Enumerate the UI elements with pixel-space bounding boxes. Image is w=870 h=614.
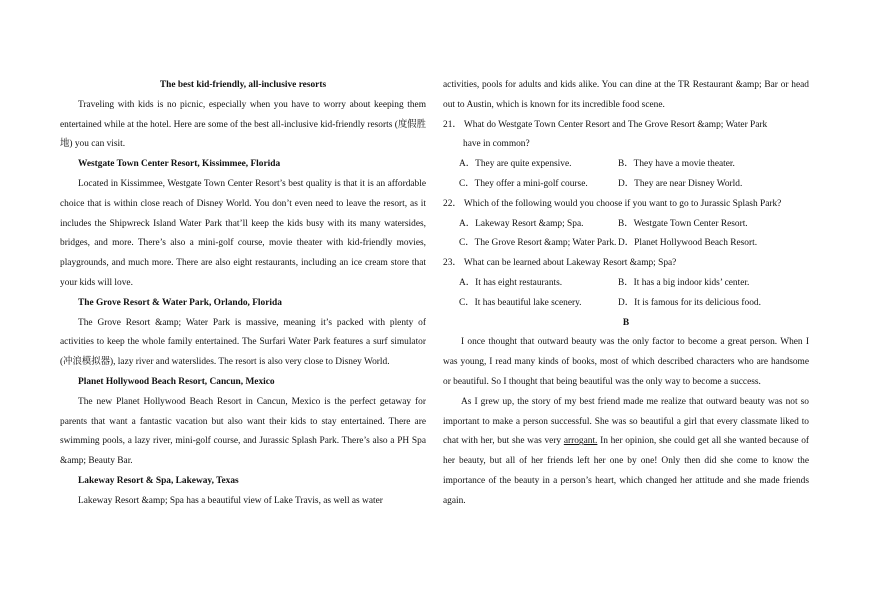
options-row <box>443 274 809 294</box>
section-body-planet-hollywood: The new Planet Hollywood Beach Resort in Cancun, Mexico is the perfect getaway for parents that want a fantastic vacation but also want their kids to stay entertained. There are swimming pools, a lazy river, mini-golf course, and Jurassic Splash Park. There’s also a PH Spa &amp; Beauty Bar. <box>60 396 426 467</box>
option-b: B．They have a movie theater. <box>618 159 735 170</box>
question-22 <box>443 195 809 254</box>
section-heading-grove: The Grove Resort & Water Park, Orlando, Florida <box>78 297 282 308</box>
section-b-label: B <box>622 317 630 328</box>
option-b: B．It has a big indoor kids’ center. <box>618 277 750 288</box>
option-b: B．Westgate Town Center Resort. <box>618 218 748 229</box>
option-c: C．The Grove Resort &amp; Water Park. <box>459 238 617 249</box>
intro-paragraph: Traveling with kids is no picnic, especially when you have to worry about keeping them entertained while at the hotel. Here are some of the best all-inclusive kid-friendly resorts (度假胜地) you can visit. <box>60 99 426 150</box>
options-row <box>443 175 809 195</box>
option-d: D．It is famous for its delicious food. <box>618 297 761 308</box>
options-row <box>443 294 809 314</box>
section-heading-lakeway: Lakeway Resort & Spa, Lakeway, Texas <box>78 475 239 486</box>
passage-b-paragraph-2 <box>443 393 809 512</box>
question-21 <box>443 116 809 195</box>
section-body-lakeway: Lakeway Resort &amp; Spa has a beautiful view of Lake Travis, as well as water <box>78 495 383 506</box>
option-d: D．Planet Hollywood Beach Resort. <box>618 238 758 249</box>
question-23 <box>443 254 809 313</box>
options-row <box>443 215 809 235</box>
paragraph-text: As I grew up, the story of my best friend made me realize that outward beauty was not so important to make a person successful. She was so beautiful a girl that every classmate liked to chat with her, but she was very <box>443 396 809 447</box>
passage-b-paragraph-1: I once thought that outward beauty was the only factor to become a great person. When I was young, I read many kinds of books, most of which described characters who are handsome or beautiful. So I thought that being beautiful was the only way to become a success. <box>443 337 809 387</box>
option-c: C．They offer a mini-golf course. <box>459 178 588 189</box>
passage-title: The best kid-friendly, all-inclusive resorts <box>159 80 327 90</box>
section-heading-planet-hollywood: Planet Hollywood Beach Resort, Cancun, Mexico <box>78 376 275 387</box>
option-d: D．They are near Disney World. <box>618 178 743 189</box>
section-heading-westgate: Westgate Town Center Resort, Kissimmee, Florida <box>78 159 281 170</box>
question-stem: 23． What can be learned about Lakeway Resort &amp; Spa? <box>443 258 677 269</box>
section-body-westgate: Located in Kissimmee, Westgate Town Center Resort’s best quality is that it is an affordable choice that is within close reach of Disney World. You don’t even need to leave the resort, as it includes the Shipwreck Island Water Park that’ll keep the kids busy with its many watersides, bridges, and more. There’s also a mini-golf course, movie theater with kid-friendly movies, playgrounds, and much more. There are also eight restaurants, including an ice cream store that your kids will love. <box>60 178 426 288</box>
option-c: C．It has beautiful lake scenery. <box>459 297 582 308</box>
section-body-grove: The Grove Resort &amp; Water Park is massive, meaning it’s packed with plenty of activities to keep the whole family entertained. The Surfari Water Park features a surf simulator (冲浪模拟器), lazy river and waterslides. The resort is also very close to Disney World. <box>60 317 426 368</box>
options-row <box>443 155 809 175</box>
right-column <box>443 76 809 512</box>
lakeway-continuation: activities, pools for adults and kids alike. You can dine at the TR Restaurant &amp; Bar or head out to Austin, which is known for its incredible food scene. <box>443 80 809 110</box>
option-a: A．It has eight restaurants. <box>459 277 563 288</box>
left-column <box>60 76 426 512</box>
option-a: A．They are quite expensive. <box>459 159 572 170</box>
options-row <box>443 234 809 254</box>
option-a: A．Lakeway Resort &amp; Spa. <box>459 218 584 229</box>
question-stem: 21． What do Westgate Town Center Resort and The Grove Resort &amp; Water Park <box>443 119 768 130</box>
question-stem-continued: have in common? <box>463 139 530 150</box>
underlined-word: arrogant. <box>563 436 598 447</box>
paragraph-text: In her opinion, she could get all she wanted because of her beauty, but all of her friends left her one by one! Only then did she come to know the importance of the beauty in a person’s heart, which changed her attitude and she made friends again. <box>443 436 810 506</box>
question-stem: 22． Which of the following would you choose if you want to go to Jurassic Splash Park? <box>443 198 782 209</box>
